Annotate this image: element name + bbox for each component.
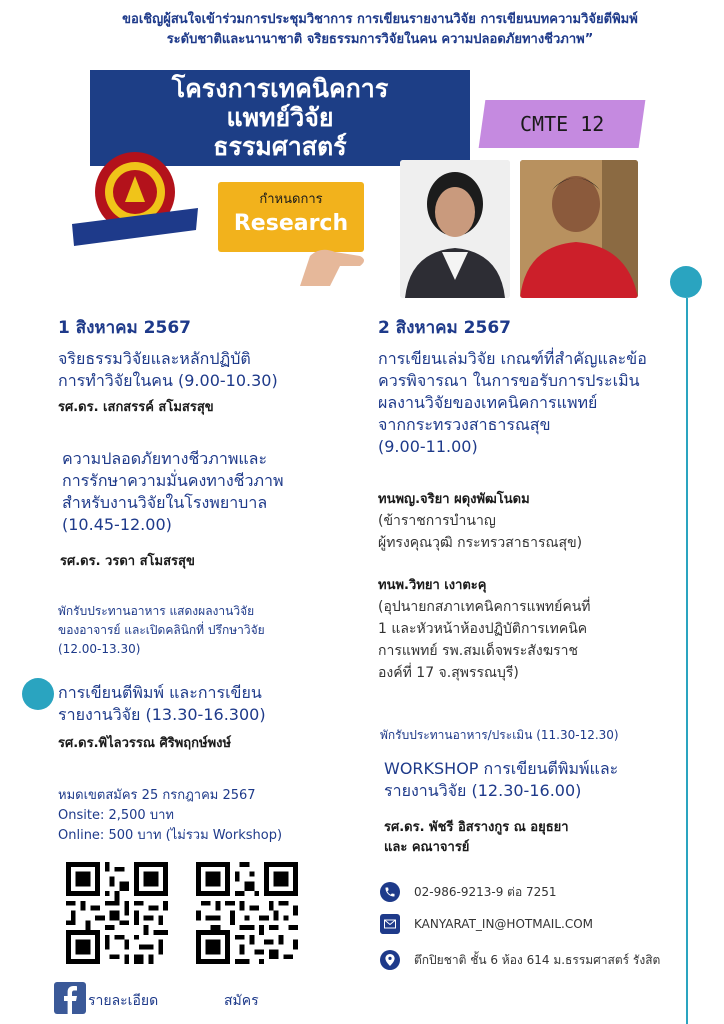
day2-session1-line-2: ควรพิจารณา ในการขอรับการประเมิน	[378, 371, 640, 390]
day1-session3-line-2: รายงานวิจัย (13.30-16.300)	[58, 705, 266, 724]
location-pin-icon	[380, 950, 400, 970]
contact-phone[interactable]: 02-986-9213-9 ต่อ 7251	[414, 884, 557, 899]
day2-workshop-line-2: รายงานวิจัย (12.30-16.00)	[384, 781, 582, 800]
invitation-line-1: ขอเชิญผู้สนใจเข้าร่วมการประชุมวิชาการ การเขียนรายงานวิจัย การเขียนบทความวิจัยตีพิมพ์	[122, 12, 638, 27]
research-card-line-2: Research	[233, 211, 349, 236]
project-title-line-2: แพทย์วิจัย	[226, 103, 334, 132]
day1-break-line-3: (12.00-13.30)	[58, 642, 141, 656]
day1-session2-line-3: สำหรับงานวิจัยในโรงพยาบาล	[62, 493, 268, 512]
day2-workshop-speaker-line-2: และ คณาจารย์	[384, 840, 470, 855]
day1-date: 1 สิงหาคม 2567	[58, 318, 191, 338]
hand-illustration	[300, 246, 370, 286]
day1-session2-title	[62, 448, 362, 536]
university-seal-logo	[70, 150, 200, 250]
contact-phone-row	[380, 880, 557, 904]
cmte-label: CMTE 12	[519, 112, 605, 136]
day1-session2-line-1: ความปลอดภัยทางชีวภาพและ	[62, 449, 268, 468]
day2-speaker2-name: ทนพ.วิทยา เงาตะคุ	[378, 578, 487, 593]
day2-speaker1	[378, 490, 688, 554]
day1-session1-speaker: รศ.ดร. เสกสรรค์ สโมสรสุข	[58, 400, 214, 415]
day2-session1-line-4: จากกระทรวงสาธารณสุข	[378, 415, 551, 434]
day2-speaker2-note-1: (อุปนายกสภาเทคนิคการแพทย์คนที่	[378, 599, 591, 615]
day2-workshop-line-1: WORKSHOP การเขียนตีพิมพ์และ	[384, 759, 619, 778]
facebook-icon[interactable]	[54, 982, 86, 1014]
registration-info	[58, 786, 358, 846]
registration-onsite-price: Onsite: 2,500 บาท	[58, 808, 174, 823]
project-title-line-1: โครงการเทคนิคการ	[171, 74, 389, 103]
day1-session3-title	[58, 682, 358, 726]
day2-speaker2-note-4: องค์ที่ 17 จ.สุพรรณบุรี)	[378, 665, 519, 681]
day1-session1-line-1: จริยธรรมวิจัยและหลักปฏิบัติ	[58, 349, 251, 368]
phone-icon	[380, 882, 400, 902]
day2-speaker1-note-2: ผู้ทรงคุณวุฒิ กระทรวสาธารณสุข)	[378, 535, 583, 551]
research-card	[218, 182, 364, 252]
apply-label: สมัคร	[224, 993, 259, 1009]
details-qr-code[interactable]	[66, 862, 168, 964]
registration-online-price: Online: 500 บาท (ไม่รวม Workshop)	[58, 828, 283, 843]
speaker-photo-man	[520, 160, 638, 298]
day1-session2-speaker: รศ.ดร. วรดา สโมสรสุข	[60, 554, 195, 569]
day2-speaker2-note-3: การแพทย์ รพ.สมเด็จพระสังฆราช	[378, 643, 578, 659]
day2-session1-title	[378, 348, 688, 458]
details-label: รายละเอียด	[88, 993, 159, 1009]
day1-session1-line-2: การทำวิจัยในคน (9.00-10.30)	[58, 371, 278, 390]
day2-speaker1-name: ทนพญ.จริยา ผดุงพัฒโนดม	[378, 492, 530, 507]
day1-session2-line-2: การรักษาความมั่นคงทางชีวภาพ	[62, 471, 284, 490]
day1-session3-speaker: รศ.ดร.พิไลวรรณ ศิริพฤกษ์พงษ์	[58, 736, 232, 751]
registration-deadline: หมดเขตสมัคร 25 กรกฎาคม 2567	[58, 788, 256, 803]
day2-break: พักรับประทานอาหาร/ประเมิน (11.30-12.30)	[380, 728, 619, 742]
contact-address: ตึกปิยชาติ ชั้น 6 ห้อง 614 ม.ธรรมศาสตร์ รังสิต	[414, 952, 661, 967]
cmte-badge	[479, 100, 646, 148]
day2-speaker2-note-2: 1 และหัวหน้าห้องปฏิบัติการเทคนิค	[378, 621, 588, 637]
day2-workshop-speaker	[384, 818, 684, 858]
day2-workshop-speaker-line-1: รศ.ดร. พัชรี อิสรางกูร ณ อยุธยา	[384, 820, 569, 835]
decorative-dot-left	[22, 678, 54, 710]
invitation-header	[60, 10, 700, 50]
contact-email-row	[380, 912, 593, 936]
decorative-dot-right	[670, 266, 702, 298]
day2-workshop-title	[384, 758, 684, 802]
day1-session3-line-1: การเขียนตีพิมพ์ และการเขียน	[58, 683, 262, 702]
day1-session1-title	[58, 348, 358, 392]
mail-icon	[380, 914, 400, 934]
research-card-line-1: กำหนดการ	[259, 192, 323, 207]
contact-address-row	[380, 948, 660, 972]
speaker-photo-woman	[400, 160, 510, 298]
day2-date: 2 สิงหาคม 2567	[378, 318, 511, 338]
day1-break	[58, 602, 358, 659]
invitation-line-2: ระดับชาติและนานาชาติ จริยธรรมการวิจัยในคน ความปลอดภัยทางชีวภาพ”	[166, 32, 594, 47]
day2-session1-line-5: (9.00-11.00)	[378, 437, 478, 456]
day2-session1-line-1: การเขียนเล่มวิจัย เกณฑ์ที่สำคัญและข้อ	[378, 349, 647, 368]
day1-break-line-1: พักรับประทานอาหาร แสดงผลงานวิจัย	[58, 604, 255, 618]
day2-session1-line-3: ผลงานวิจัยของเทคนิคการแพทย์	[378, 393, 598, 412]
day2-speaker1-note-1: (ข้าราชการบำนาญ	[378, 513, 496, 529]
project-title-line-3: ธรรมศาสตร์	[213, 132, 347, 161]
day2-speaker2	[378, 576, 688, 684]
apply-qr-code[interactable]	[196, 862, 298, 964]
day1-break-line-2: ของอาจารย์ และเปิดคลินิกที่ ปรึกษาวิจัย	[58, 623, 265, 637]
contact-email[interactable]: KANYARAT_IN@HOTMAIL.COM	[414, 917, 594, 931]
day1-session2-line-4: (10.45-12.00)	[62, 515, 172, 534]
